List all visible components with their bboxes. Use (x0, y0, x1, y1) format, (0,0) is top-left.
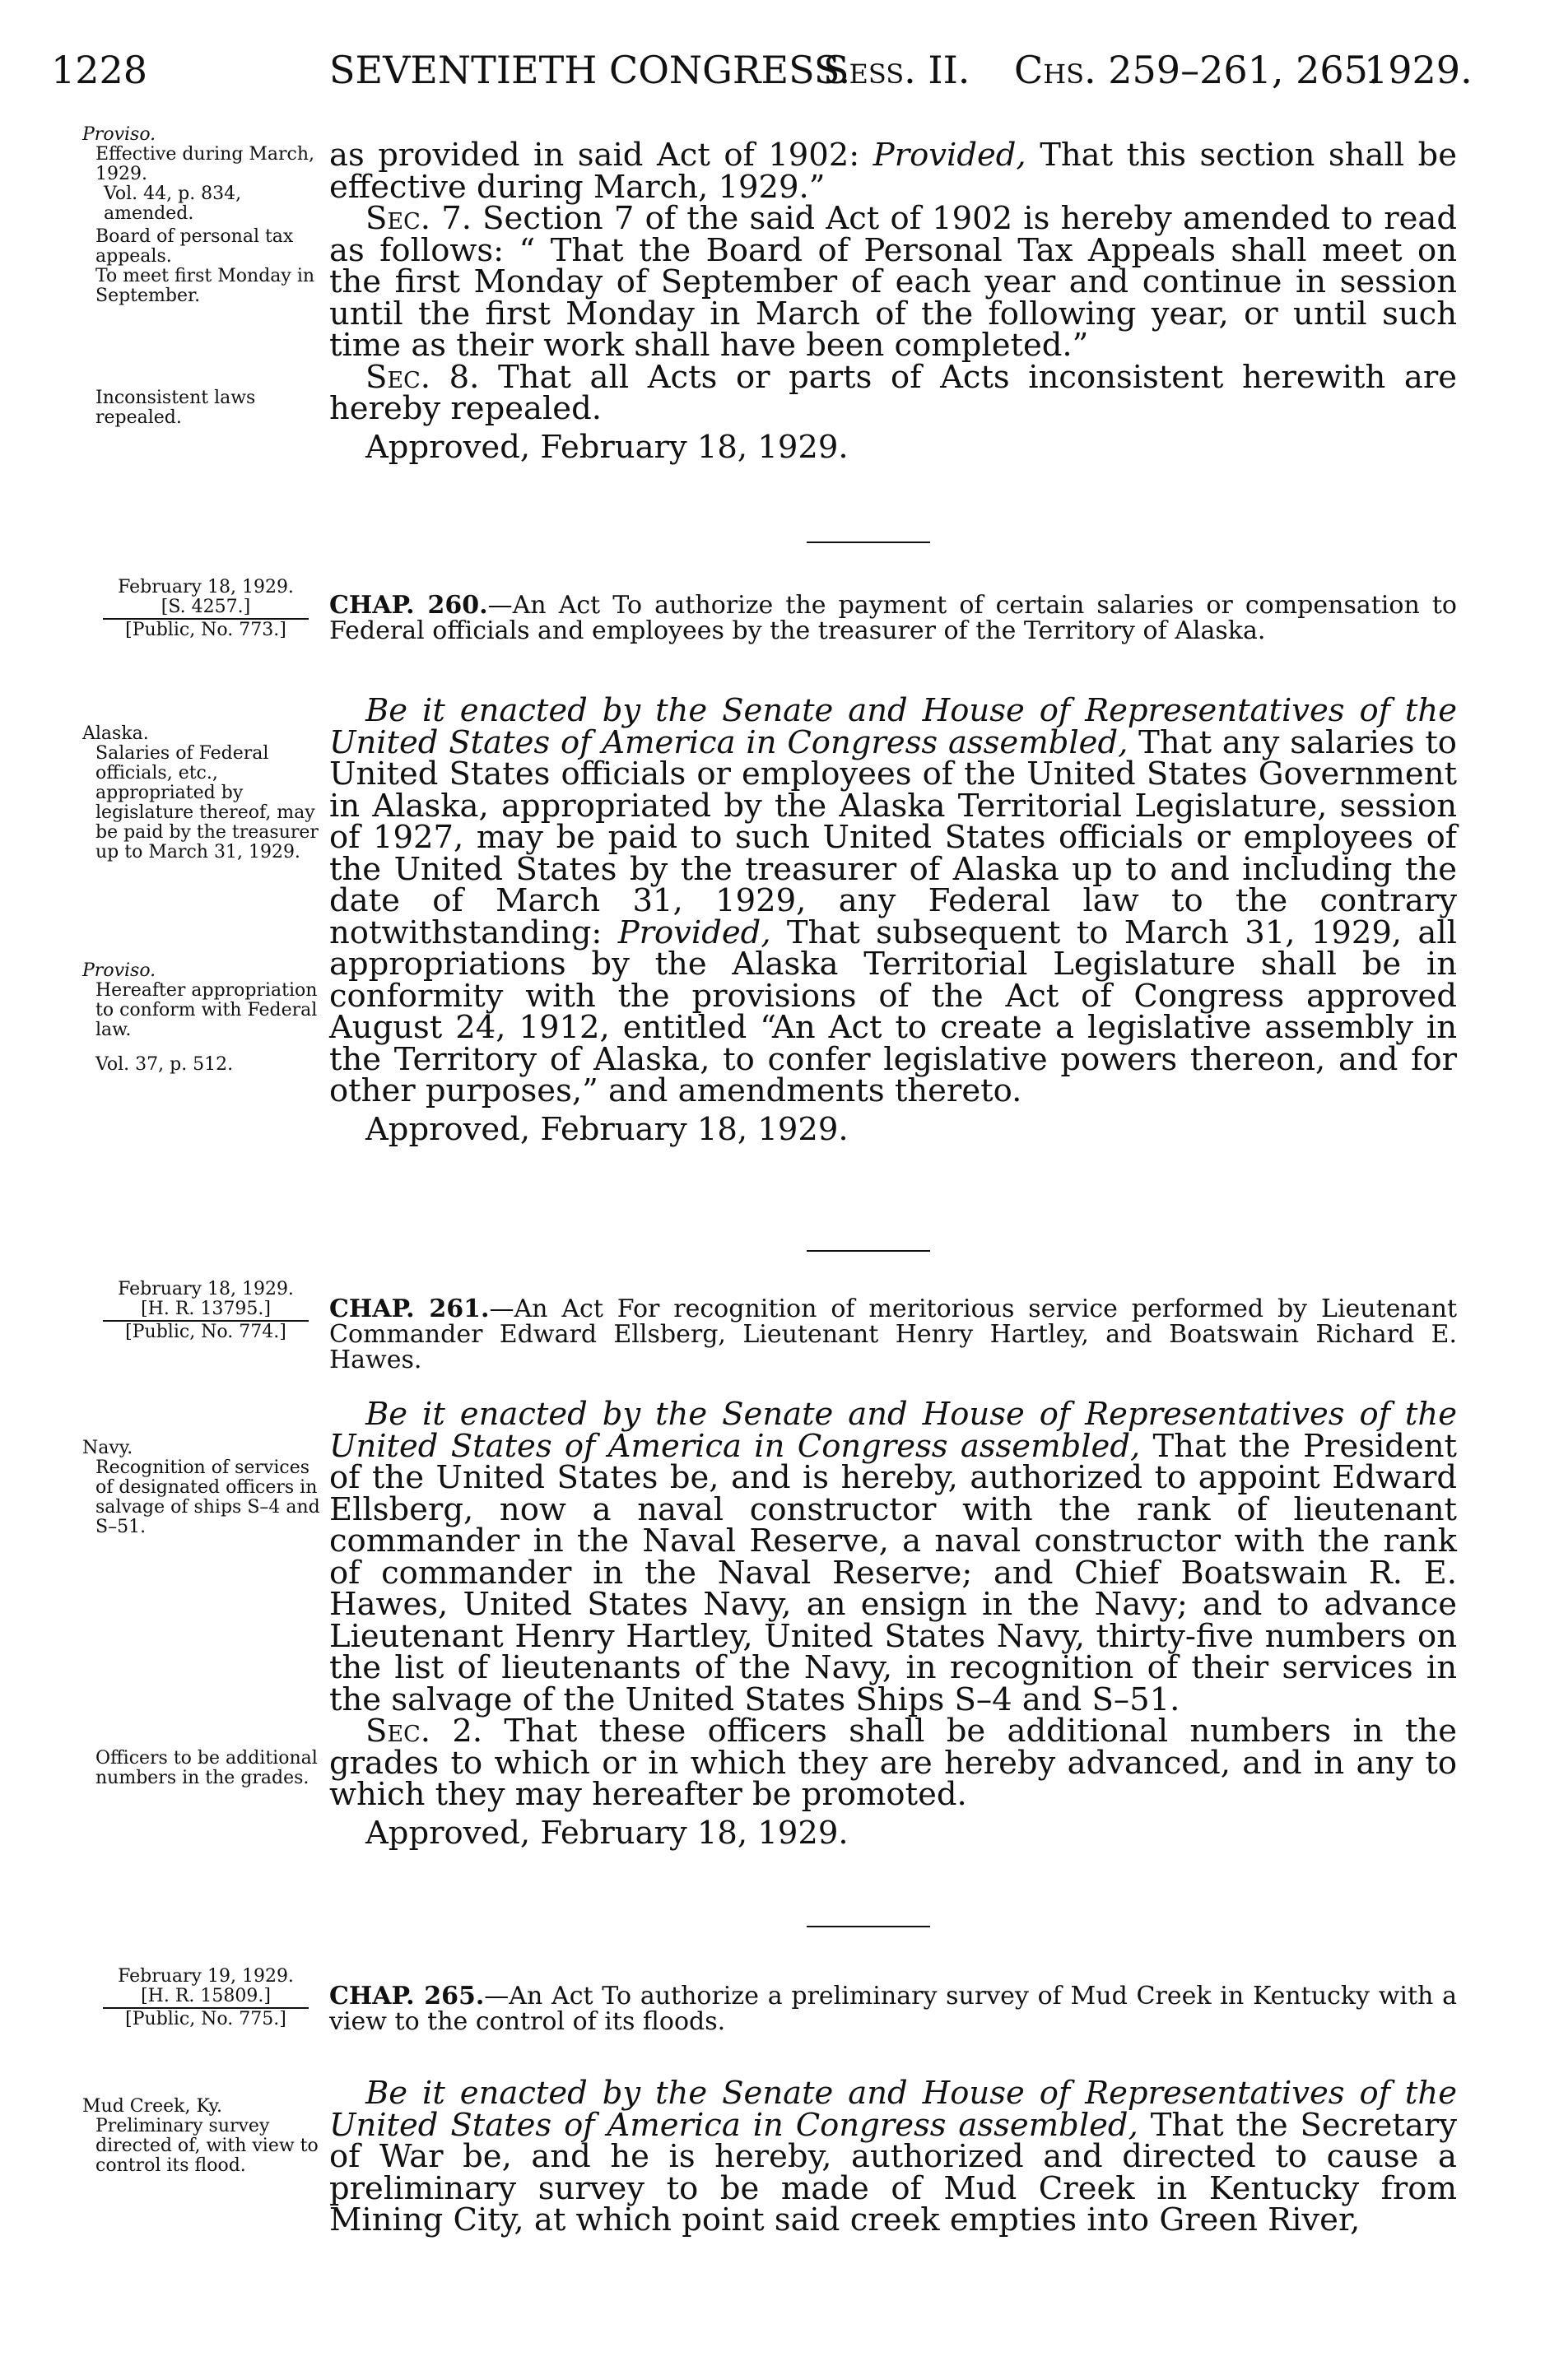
public-law-number: [Public, No. 775.] (125, 2008, 286, 2029)
navy-note: Navy. (82, 1438, 133, 1458)
chap261-margin-officers (82, 1749, 321, 1788)
chap260-title: CHAP. 260.—An Act To authorize the payment of certain salaries or compensation to Federal officials and employees by the treasurer of the Territory of Alaska. (329, 591, 1457, 645)
citation-rule (103, 618, 309, 620)
chap261-paragraph: Be it enacted by the Senate and House of Representatives of the United States of America in Congress assembled, That the President of the United States be, and is hereby, authorized to appoint Edward Ellsberg, now a naval constructor with the rank of lieutenant commander in the Naval Reserve, a naval constructor with the rank of commander in the Naval Reserve; and Chief Boatswain R. E. Hawes, United States Navy, an ensign in the Navy; and to advance Lieutenant Henry Hartley, United States Navy, thirty-five numbers on the list of lieutenants of the Navy, in recognition of their services in the salvage of the United States Ships S–4 and S–51. (329, 1396, 1458, 1718)
chapters-label: Chs. 259–261, 265. (1014, 48, 1380, 92)
meet-note: To meet first Monday in September. (95, 266, 315, 306)
chap261-citation (82, 1280, 329, 1342)
officers-note: Officers to be additional numbers in the grades. (95, 1748, 318, 1788)
chap260-text (329, 692, 1457, 1148)
margin-note-board (82, 227, 321, 306)
chap260-citation (82, 578, 329, 640)
chap261-text (329, 1396, 1458, 1852)
chap261-title: CHAP. 261.—An Act For recognition of meritorious service performed by Lieutenant Commander Edward Ellsberg, Lieutenant Henry Hartley, and Boatswain Richard E. Hawes. (329, 1295, 1458, 1374)
section-divider (807, 542, 930, 543)
approved-line: Approved, February 18, 1929. (365, 1110, 849, 1148)
session-label: Sess. II. (823, 48, 970, 92)
bill-number: [H. R. 15809.] (141, 1986, 271, 2006)
effective-note: Effective during March, 1929. (95, 144, 315, 184)
chapter-label: CHAP. 261. (329, 1295, 490, 1323)
recognition-note: Recognition of services of designated officers in salvage of ships S–4 and S–51. (95, 1457, 320, 1537)
mud-creek-note: Mud Creek, Ky. (82, 2096, 223, 2117)
chapter-label: CHAP. 265. (329, 1982, 485, 2010)
chap265-margin (82, 2097, 321, 2176)
approved-line: Approved, February 18, 1929. (365, 1814, 849, 1852)
margin-note-inconsistent (82, 388, 321, 428)
public-law-number: [Public, No. 773.] (125, 619, 286, 640)
alaska-note: Alaska. (82, 723, 149, 744)
survey-note: Preliminary survey directed of, with view to control its flood. (95, 2116, 319, 2176)
section-7: Sec. 7. Section 7 of the said Act of 1902 is hereby amended to read as follows: “ That the Board of Personal Tax Appeals shall meet on the first Monday of September of each year and continue in session until the first Monday in March of the following year, or until such time as their work shall have been completed.” (329, 200, 1457, 364)
header-year: 1929. (1364, 48, 1473, 92)
enactment-date: February 18, 1929. (118, 1279, 294, 1299)
chap265-title: CHAP. 265.—An Act To authorize a preliminary survey of Mud Creek in Kentucky with a view to the control of its floods. (329, 1982, 1458, 2036)
running-header (51, 48, 1473, 97)
chap265-text (329, 2075, 1458, 2238)
citation-rule (103, 1320, 309, 1322)
citation-rule (103, 2007, 309, 2009)
congress-title: SEVENTIETH CONGRESS. (329, 48, 851, 92)
margin-note-effective (82, 125, 321, 224)
chap260-margin-hereafter (82, 961, 321, 1075)
bill-number: [H. R. 13795.] (141, 1299, 271, 1319)
inconsistent-note: Inconsistent laws repealed. (95, 388, 256, 428)
chap265-citation (82, 1967, 329, 2029)
vol-reference: Vol. 44, p. 834, amended. (104, 184, 242, 224)
public-law-number: [Public, No. 774.] (125, 1321, 286, 1342)
enactment-date: February 19, 1929. (118, 1966, 294, 1987)
chap261-margin-navy (82, 1439, 321, 1537)
proviso-label: Proviso. (82, 960, 156, 981)
section-text-top (329, 137, 1458, 466)
paragraph-proviso: as provided in said Act of 1902: Provided, That this section shall be effective during March, 1929.” (329, 137, 1457, 206)
approved-line: Approved, February 18, 1929. (365, 428, 849, 466)
section-divider (807, 1250, 930, 1252)
hereafter-note: Hereafter appropriation to conform with Federal law. (95, 980, 318, 1040)
chapter-label: CHAP. 260. (329, 591, 488, 620)
chap260-paragraph: Be it enacted by the Senate and House of Representatives of the United States of America in Congress assembled, That any salaries to United States officials or employees of the United States Government in Alaska, appropriated by the Alaska Territorial Legislature, session of 1927, may be paid to such United States officials or employees of the United States by the treasurer of Alaska up to and including the date of March 31, 1929, any Federal law to the contrary notwithstanding: Provided, That subsequent to March 31, 1929, all appropriations by the Alaska Territorial Legislature shall be in conformity with the provisions of the Act of Congress approved August 24, 1912, entitled “An Act to create a legislative assembly in the Territory of Alaska, to confer legislative powers thereon, and for other purposes,” and amendments thereto. (329, 692, 1457, 1109)
bill-number: [S. 4257.] (161, 597, 251, 617)
section-2: Sec. 2. That these officers shall be additional numbers in the grades to which or in which they are hereby advanced, and in any to which they may hereafter be promoted. (329, 1713, 1458, 1813)
section-divider (807, 1926, 930, 1927)
vol-reference: Vol. 37, p. 512. (95, 1054, 234, 1075)
page-number: 1228 (51, 48, 148, 92)
board-note: Board of personal tax appeals. (95, 226, 294, 267)
proviso-label: Proviso. (82, 124, 156, 145)
section-8: Sec. 8. That all Acts or parts of Acts inconsistent herewith are hereby repealed. (329, 358, 1458, 427)
chap265-paragraph: Be it enacted by the Senate and House of Representatives of the United States of America in Congress assembled, That the Secretary of War be, and he is hereby, authorized and directed to cause a preliminary survey to be made of Mud Creek in Kentucky from Mining City, at which point said creek empties into Green River, (329, 2075, 1458, 2238)
enactment-date: February 18, 1929. (118, 577, 294, 597)
chap260-margin-salaries (82, 724, 321, 862)
salaries-note: Salaries of Federal officials, etc., appropriated by legislature thereof, may be paid by the treasurer up to March 31, 1929. (95, 743, 319, 862)
